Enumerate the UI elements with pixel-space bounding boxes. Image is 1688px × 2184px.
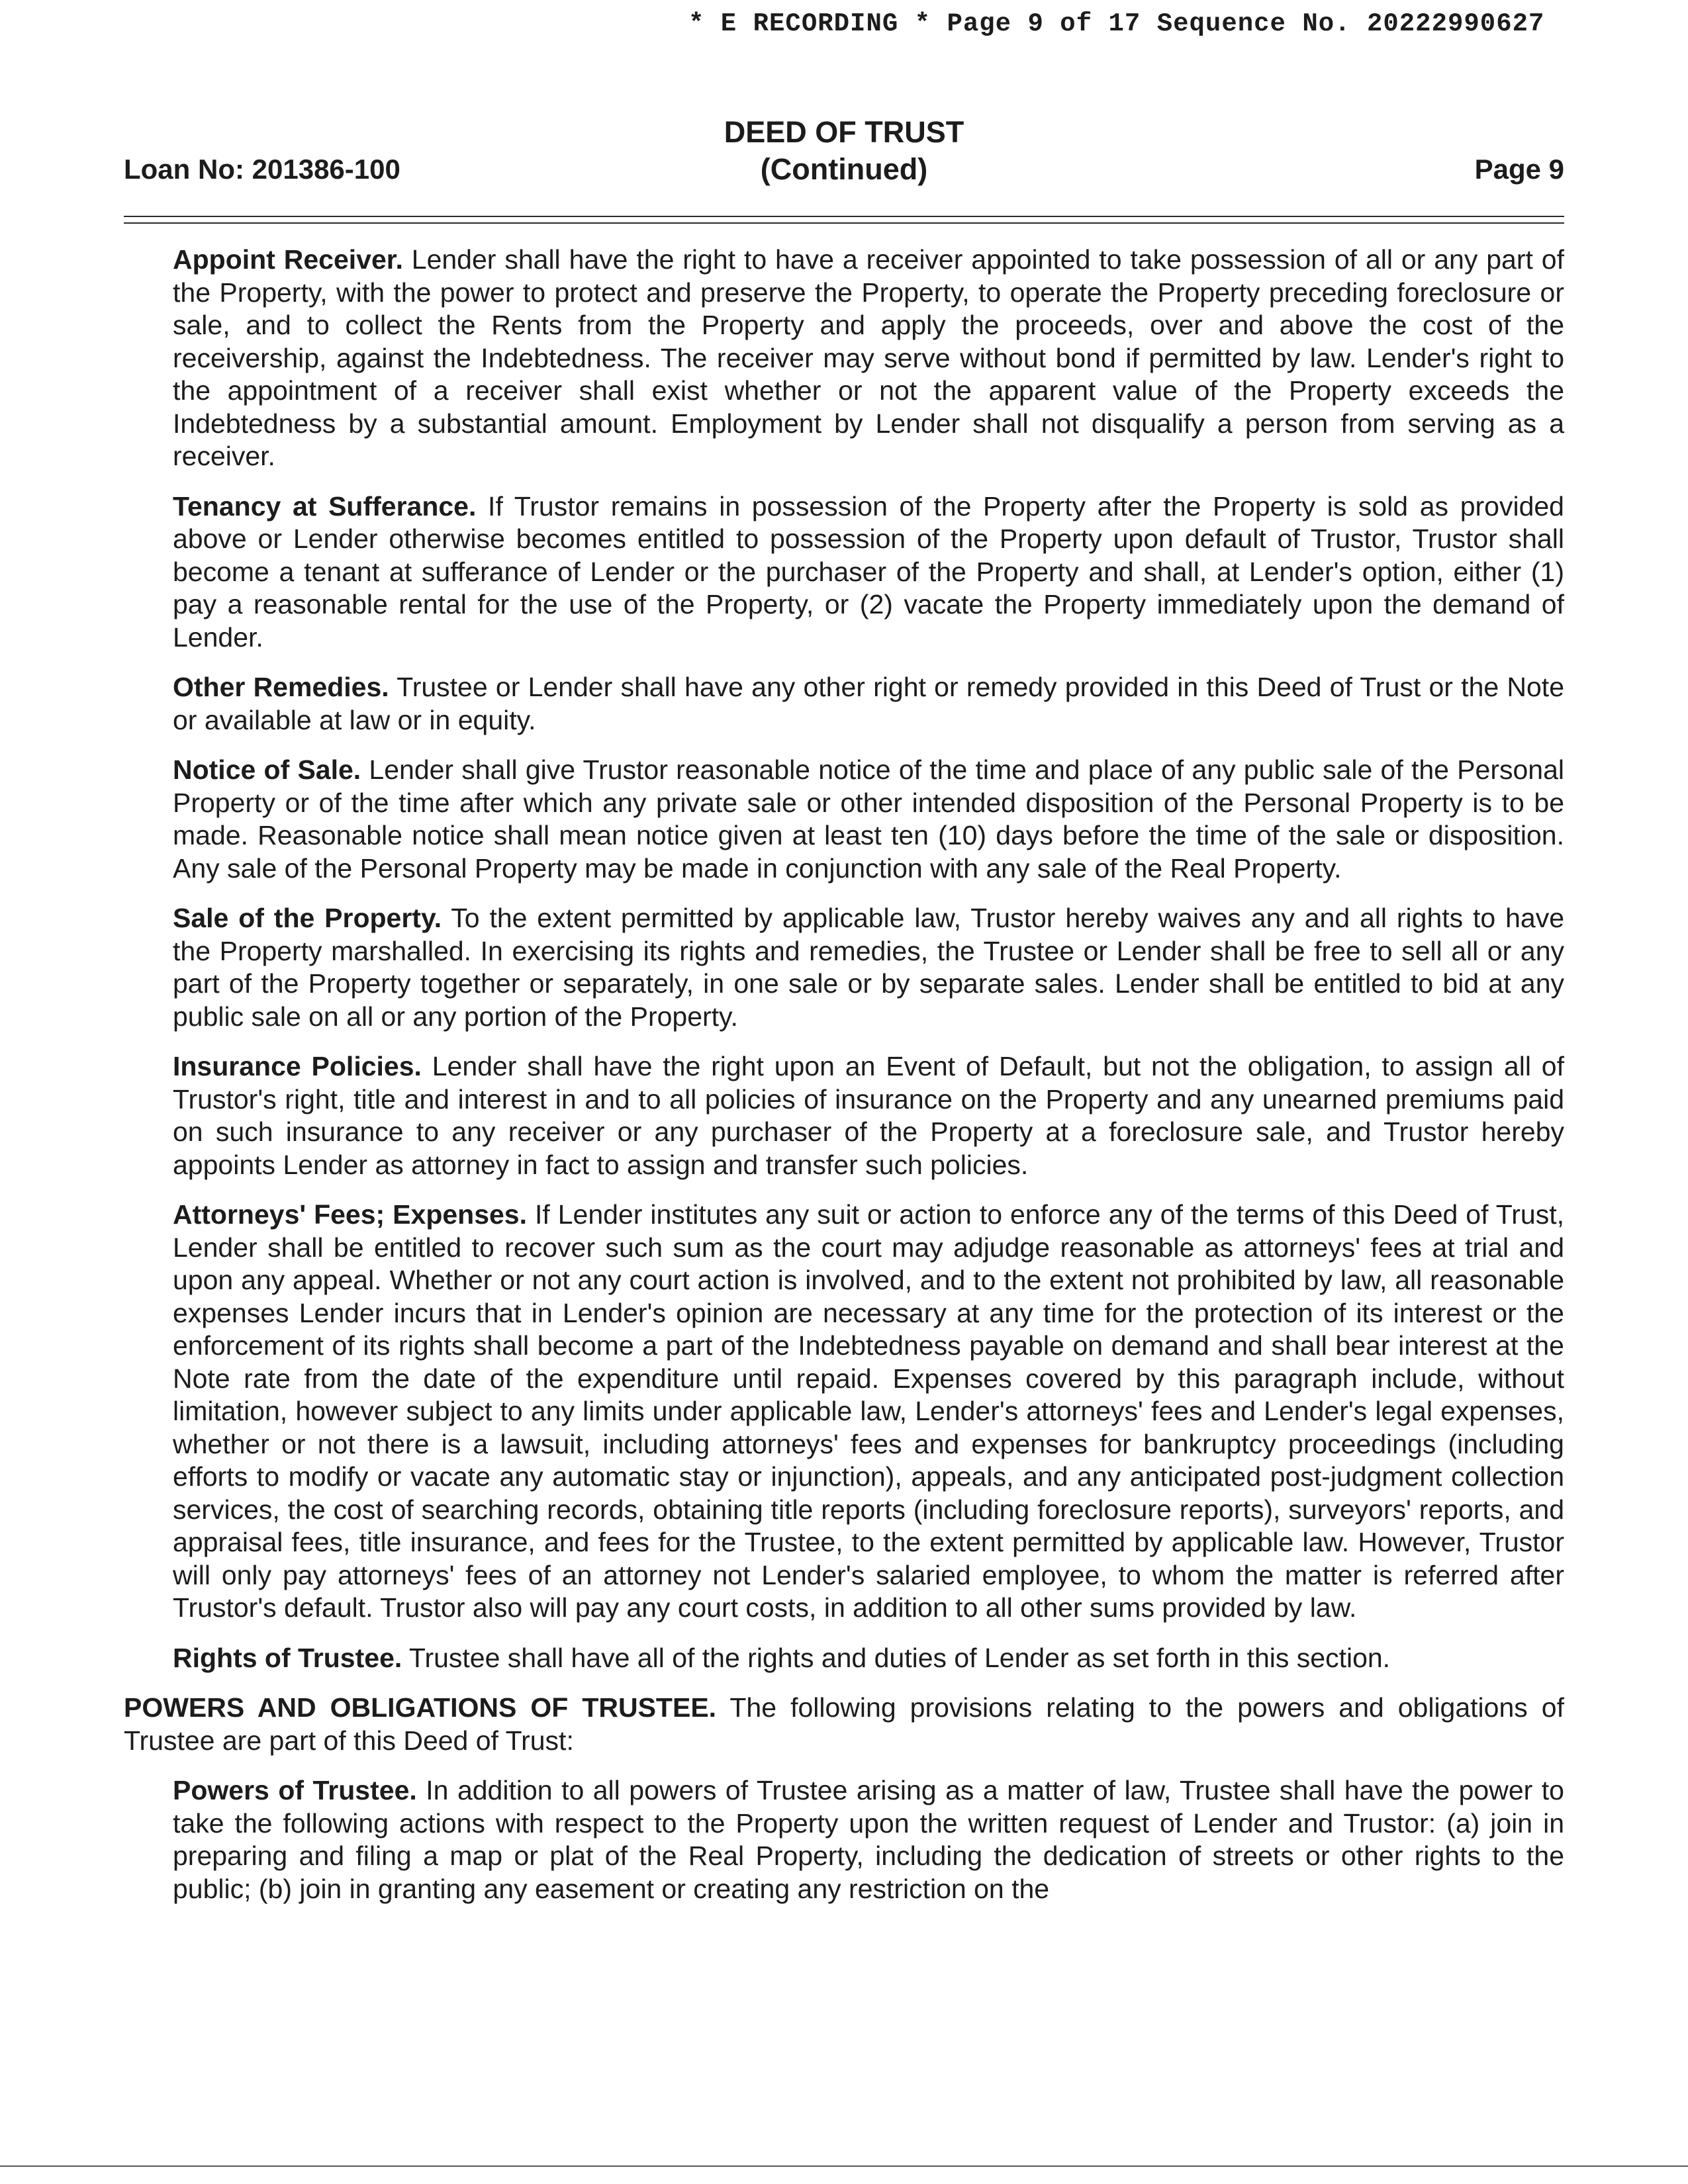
paragraph-text: Lender shall have the right upon an Event of Default, but not the obligation, to assign all of Trustor's right, title and interest in and to all policies of insurance on the Property and any unearned premiums paid on such insurance to any receiver or any purchaser of the Property at a foreclosure sale, and Trustor hereby appoints Lender as attorney in fact to assign and transfer such policies. <box>173 1051 1564 1180</box>
paragraph-sale-of-property <box>173 902 1564 1033</box>
paragraph-label: Notice of Sale. <box>173 754 361 785</box>
paragraph-label: Rights of Trustee. <box>173 1642 402 1673</box>
section-powers-and-obligations <box>124 1692 1564 1757</box>
paragraph-label: Other Remedies. <box>173 672 389 702</box>
loan-number: Loan No: 201386-100 <box>124 154 400 185</box>
paragraph-text: In addition to all powers of Trustee arising as a matter of law, Trustee shall have the power to take the following actions with respect to the Property upon the written request of Lender and Trustor: (a) join in preparing and filing a map or plat of the Real Property, including the dedication of streets or other rights to the public; (b) join in granting any easement or creating any restriction on the <box>173 1775 1564 1904</box>
paragraph-label: Attorneys' Fees; Expenses. <box>173 1199 528 1230</box>
paragraph-rights-of-trustee <box>173 1642 1564 1675</box>
paragraph-label: Appoint Receiver. <box>173 244 403 275</box>
paragraph-attorneys-fees <box>173 1199 1564 1625</box>
header-rule-top <box>124 216 1564 217</box>
section-label: POWERS AND OBLIGATIONS OF TRUSTEE. <box>124 1692 717 1723</box>
document-title <box>596 114 1092 188</box>
paragraph-text: Lender shall have the right to have a receiver appointed to take possession of all or any part of the Property, with the power to protect and preserve the Property, to operate the Property preceding foreclosure or sale, and to collect the Rents from the Property and apply the proceeds, over and above the cost of the receivership, against the Indebtedness. The receiver may serve without bond if permitted by law. Lender's right to the appointment of a receiver shall exist whether or not the apparent value of the Property exceeds the Indebtedness by a substantial amount. Employment by Lender shall not disqualify a person from serving as a receiver. <box>173 244 1564 471</box>
paragraph-text: Lender shall give Trustor reasonable notice of the time and place of any public sale of the Personal Property or of the time after which any private sale or other intended disposition of the Personal Property is to be made. Reasonable notice shall mean notice given at least ten (10) days before the time of the sale or disposition. Any sale of the Personal Property may be made in conjunction with any sale of the Real Property. <box>173 754 1564 884</box>
paragraph-label: Sale of the Property. <box>173 903 442 933</box>
paragraph-label: Powers of Trustee. <box>173 1775 417 1805</box>
paragraph-text: If Lender institutes any suit or action to enforce any of the terms of this Deed of Trust, Lender shall be entitled to recover such sum as the court may adjudge reasonable as attorneys' fees at trial and upon any appeal. Whether or not any court action is involved, and to the extent not prohibited by law, all reasonable expenses Lender incurs that in Lender's opinion are necessary at any time for the protection of its interest or the enforcement of its rights shall become a part of the Indebtedness payable on demand and shall bear interest at the Note rate from the date of the expenditure until repaid. Expenses covered by this paragraph include, without limitation, however subject to any limits under applicable law, Lender's attorneys' fees and Lender's legal expenses, whether or not there is a lawsuit, including attorneys' fees and expenses for bankruptcy proceedings (including efforts to modify or vacate any automatic stay or injunction), appeals, and any anticipated post-judgment collection services, the cost of searching records, obtaining title reports (including foreclosure reports), surveyors' reports, and appraisal fees, title insurance, and fees for the Trustee, to the extent permitted by applicable law. However, Trustor will only pay attorneys' fees of an attorney not Lender's salaried employee, to whom the matter is referred after Trustor's default. Trustor also will pay any court costs, in addition to all other sums provided by law. <box>173 1199 1564 1623</box>
paragraph-powers-of-trustee <box>173 1774 1564 1905</box>
header-rule-bottom <box>124 222 1564 224</box>
paragraph-text: Trustee or Lender shall have any other right or remedy provided in this Deed of Trust or the Note or available at law or in equity. <box>173 672 1565 735</box>
document-body <box>124 244 1564 1923</box>
paragraph-other-remedies <box>173 671 1564 737</box>
paragraph-insurance-policies <box>173 1050 1564 1181</box>
paragraph-appoint-receiver <box>173 244 1564 473</box>
paragraph-text: To the extent permitted by applicable law, Trustor hereby waives any and all rights to have the Property marshalled. In exercising its rights and remedies, the Trustee or Lender shall be free to sell all or any part of the Property together or separately, in one sale or by separate sales. Lender shall be entitled to bid at any public sale on all or any portion of the Property. <box>173 903 1565 1032</box>
section-text: The following provisions relating to the powers and obligations of Trustee are part of this Deed of Trust: <box>124 1692 1565 1756</box>
paragraph-label: Tenancy at Sufferance. <box>173 490 477 522</box>
page-number: Page 9 <box>1474 154 1564 185</box>
title-line-1: DEED OF TRUST <box>724 115 964 149</box>
title-line-2: (Continued) <box>760 152 928 186</box>
paragraph-tenancy-at-sufferance <box>173 490 1564 655</box>
paragraph-text: Trustee shall have all of the rights and duties of Lender as set forth in this section. <box>408 1642 1391 1673</box>
paragraph-text: If Trustor remains in possession of the Property after the Property is sold as provided above or Lender otherwise becomes entitled to possession of the Property upon default of Trustor, Trustor shall become a tenant at sufferance of Lender or the purchaser of the Property and shall, at Lender's option, either (1) pay a reasonable rental for the use of the Property, or (2) vacate the Property immediately upon the demand of Lender. <box>173 490 1564 653</box>
footer-rule <box>0 2165 1688 2167</box>
paragraph-notice-of-sale <box>173 754 1564 885</box>
recording-stamp: * E RECORDING * Page 9 of 17 Sequence No. 20222990627 <box>688 9 1545 38</box>
paragraph-label: Insurance Policies. <box>173 1051 422 1081</box>
